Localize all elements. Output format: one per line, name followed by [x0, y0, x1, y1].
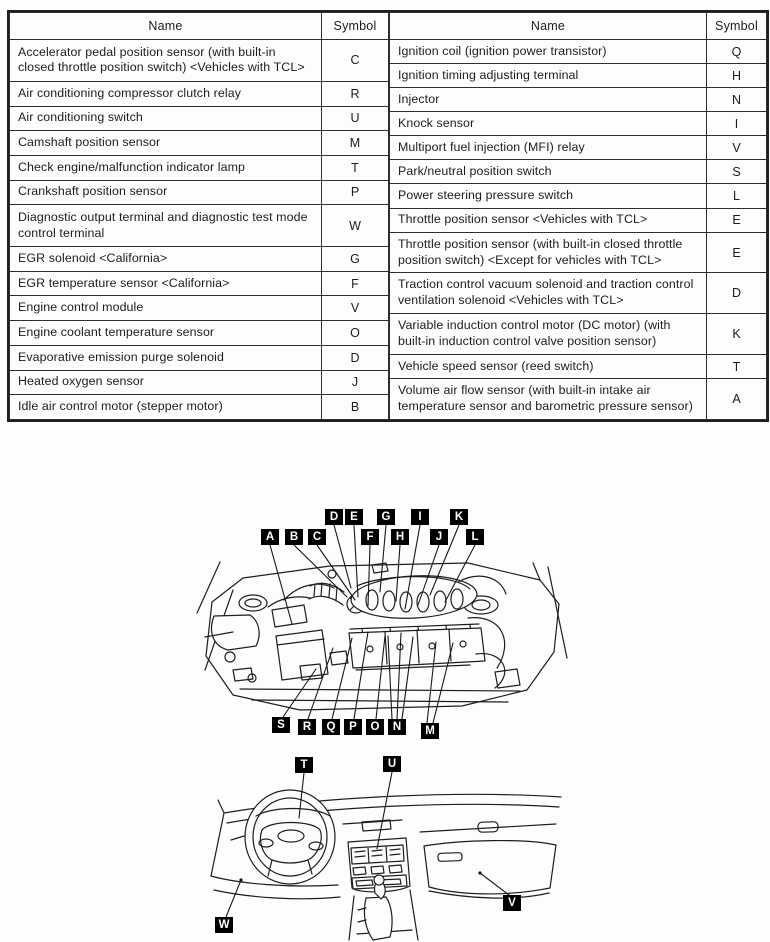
engine-callout-R: R — [298, 719, 316, 735]
symbol-cell: E — [707, 232, 767, 273]
engine-callout-O: O — [366, 719, 384, 735]
name-column-header: Name — [390, 13, 707, 40]
component-name-cell: Evaporative emission purge solenoid — [10, 345, 322, 370]
engine-callout-J: J — [430, 529, 448, 545]
engine-callout-B: B — [285, 529, 303, 545]
engine-callout-L: L — [466, 529, 484, 545]
clock-tray — [343, 820, 402, 831]
symbol-cell: R — [322, 81, 389, 106]
component-name-cell: Power steering pressure switch — [390, 184, 707, 208]
component-name-cell: Ignition coil (ignition power transistor) — [390, 40, 707, 64]
component-name-cell: Throttle position sensor (with built-in closed throttle position switch) <Except for vehicles with TCL> — [390, 232, 707, 273]
symbol-cell: D — [707, 273, 767, 314]
engine-callout-E: E — [345, 509, 363, 525]
shift-knob — [374, 875, 384, 885]
symbol-cell: J — [322, 370, 389, 395]
component-name-cell: Ignition timing adjusting terminal — [390, 64, 707, 88]
strut-tower-left — [239, 595, 267, 611]
engine-callout-K: K — [450, 509, 468, 525]
engine-callout-Q: Q — [322, 719, 340, 735]
symbol-cell: V — [322, 296, 389, 321]
symbol-cell: K — [707, 314, 767, 355]
engine-callout-A: A — [261, 529, 279, 545]
symbol-column-header: Symbol — [707, 13, 767, 40]
symbol-cell: L — [707, 184, 767, 208]
symbol-cell: D — [322, 345, 389, 370]
engine-callout-M: M — [421, 723, 439, 739]
symbol-cell: E — [707, 208, 767, 232]
component-name-cell: EGR solenoid <California> — [10, 247, 322, 272]
component-name-cell: Throttle position sensor <Vehicles with TCL> — [390, 208, 707, 232]
component-name-cell: Idle air control motor (stepper motor) — [10, 395, 322, 420]
symbol-cell: T — [707, 355, 767, 379]
component-name-cell: Air conditioning switch — [10, 106, 322, 131]
symbol-cell: T — [322, 155, 389, 180]
engine-callout-H: H — [391, 529, 409, 545]
symbol-cell: W — [322, 205, 389, 247]
symbol-cell: P — [322, 180, 389, 205]
symbol-cell: O — [322, 321, 389, 346]
component-name-cell: Camshaft position sensor — [10, 131, 322, 156]
engine-bay-drawing — [197, 525, 567, 723]
dashboard-callout-W: W — [215, 917, 233, 933]
component-name-cell: Variable induction control motor (DC motor) (with built-in induction control valve position sensor) — [390, 314, 707, 355]
engine-callout-F: F — [361, 529, 379, 545]
component-name-cell: Vehicle speed sensor (reed switch) — [390, 355, 707, 379]
symbol-cell: M — [322, 131, 389, 156]
dashboard-callout-V: V — [503, 895, 521, 911]
symbol-cell: C — [322, 40, 389, 82]
battery — [276, 630, 328, 680]
glove-box — [424, 841, 556, 899]
component-name-cell: Multiport fuel injection (MFI) relay — [390, 136, 707, 160]
component-name-cell: Crankshaft position sensor — [10, 180, 322, 205]
component-name-cell: Check engine/malfunction indicator lamp — [10, 155, 322, 180]
name-column-header: Name — [10, 13, 322, 40]
steering-wheel — [245, 790, 335, 884]
dash-right-upper-line — [420, 824, 556, 832]
washer-reservoir — [212, 615, 260, 650]
dashboard-callout-T: T — [295, 757, 313, 773]
symbol-cell: F — [322, 271, 389, 296]
symbol-column-header: Symbol — [322, 13, 389, 40]
symbol-cell: G — [322, 247, 389, 272]
engine-callout-N: N — [388, 719, 406, 735]
cap-small-1 — [225, 652, 235, 662]
shift-boot — [364, 897, 392, 940]
component-name-cell: Engine coolant temperature sensor — [10, 321, 322, 346]
front-rail-lines — [240, 689, 520, 702]
a-pillar-left — [211, 800, 224, 876]
engine-callout-D: D — [325, 509, 343, 525]
component-name-cell: Knock sensor — [390, 112, 707, 136]
symbol-cell: Q — [707, 40, 767, 64]
column-stalk — [231, 836, 244, 840]
component-name-cell: Volume air flow sensor (with built-in intake air temperature sensor and barometric pressure sensor) — [390, 379, 707, 420]
intake-hose — [309, 583, 344, 605]
dashboard-callout-U: U — [383, 756, 401, 772]
symbol-cell: B — [322, 395, 389, 420]
symbol-cell: I — [707, 112, 767, 136]
dashboard-drawing — [211, 772, 561, 940]
component-name-cell: Engine control module — [10, 296, 322, 321]
component-name-cell: Accelerator pedal position sensor (with built-in closed throttle position switch) <Vehicles with TCL> — [10, 40, 322, 82]
component-name-cell: Diagnostic output terminal and diagnostic test mode control terminal — [10, 205, 322, 247]
symbol-cell: U — [322, 106, 389, 131]
symbol-cell: A — [707, 379, 767, 420]
symbol-cell: V — [707, 136, 767, 160]
fender-line-right — [533, 563, 567, 658]
engine-callout-G: G — [377, 509, 395, 525]
component-name-cell: Air conditioning compressor clutch relay — [10, 81, 322, 106]
engine-callout-I: I — [411, 509, 429, 525]
engine-callout-S: S — [272, 717, 290, 733]
symbol-cell: S — [707, 160, 767, 184]
symbol-cell: H — [707, 64, 767, 88]
engine-callout-P: P — [344, 719, 362, 735]
component-name-cell: Injector — [390, 88, 707, 112]
component-name-cell: Traction control vacuum solenoid and traction control ventilation solenoid <Vehicles with TCL> — [390, 273, 707, 314]
component-name-cell: EGR temperature sensor <California> — [10, 271, 322, 296]
symbol-cell: N — [707, 88, 767, 112]
component-name-cell: Heated oxygen sensor — [10, 370, 322, 395]
component-name-cell: Park/neutral position switch — [390, 160, 707, 184]
engine-callout-C: C — [308, 529, 326, 545]
